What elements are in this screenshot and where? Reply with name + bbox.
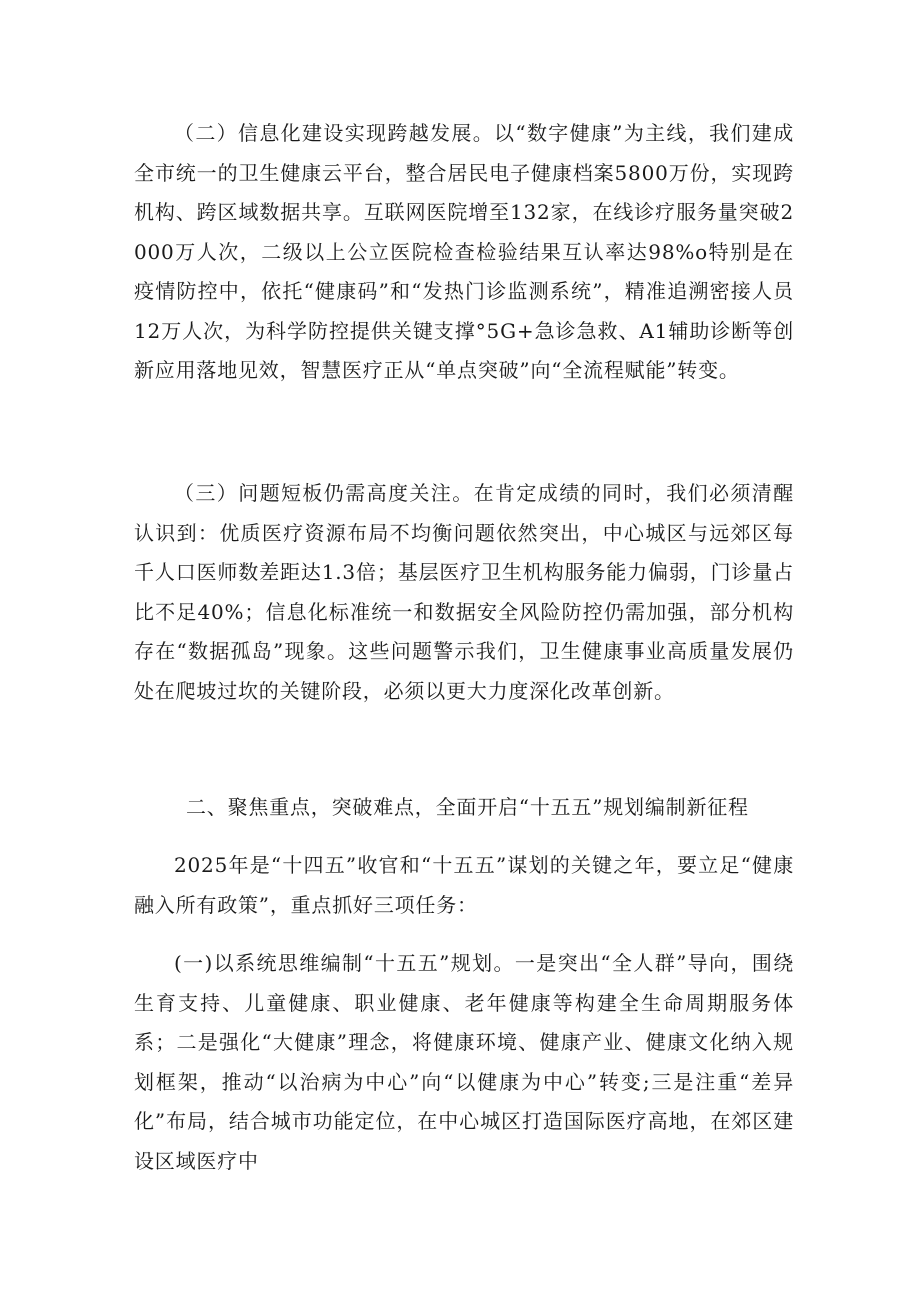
paragraph-problems-shortcomings: （三）问题短板仍需高度关注。在肯定成绩的同时，我们必须清醒认识到：优质医疗资源布局不均衡问题依然突出，中心城区与远郊区每千人口医师数差距达1.3倍；基层医疗卫生机构服务能力偏弱，门诊量占比不足40%；信息化标准统一和数据安全风险防控仍需加强，部分机构存在“数据孤岛”现象。这些问题警示我们，卫生健康事业高质量发展仍处在爬坡过坎的关键阶段，必须以更大力度深化改革创新。 (134, 481, 794, 703)
paragraph-system-planning: (一)以系统思维编制“十五五”规划。一是突出“全人群”导向，围绕生育支持、儿童健康、职业健康、老年健康等构建全生命周期服务体系；二是强化“大健康”理念，将健康环境、健康产业、健康文化纳入规划框架，推动“以治病为中心”向“以健康为中心”转变;三是注重“差异化”布局，结合城市功能定位，在中心城区打造国际医疗高地，在郊区建设区域医疗中 (134, 951, 794, 1173)
paragraph-informatization-progress: （二）信息化建设实现跨越发展。以“数字健康”为主线，我们建成全市统一的卫生健康云平台，整合居民电子健康档案5800万份，实现跨机构、跨区域数据共享。互联网医院增至132家，在线诊疗服务量突破2000万人次，二级以上公立医院检查检验结果互认率达98%o特别是在疫情防控中，依托“健康码”和“发热门诊监测系统”，精准追溯密接人员12万人次，为科学防控提供关键支撑°5G+急诊急救、A1辅助诊断等创新应用落地见效，智慧医疗正从“单点突破”向“全流程赋能”转变。 (134, 121, 794, 382)
section-heading-15th-plan: 二、聚焦重点，突破难点，全面开启“十五五”规划编制新征程 (186, 795, 749, 819)
paragraph-2025-key-year: 2025年是“十四五”收官和“十五五”谋划的关键之年，要立足“健康融入所有政策”，重点抓好三项任务： (134, 853, 794, 917)
